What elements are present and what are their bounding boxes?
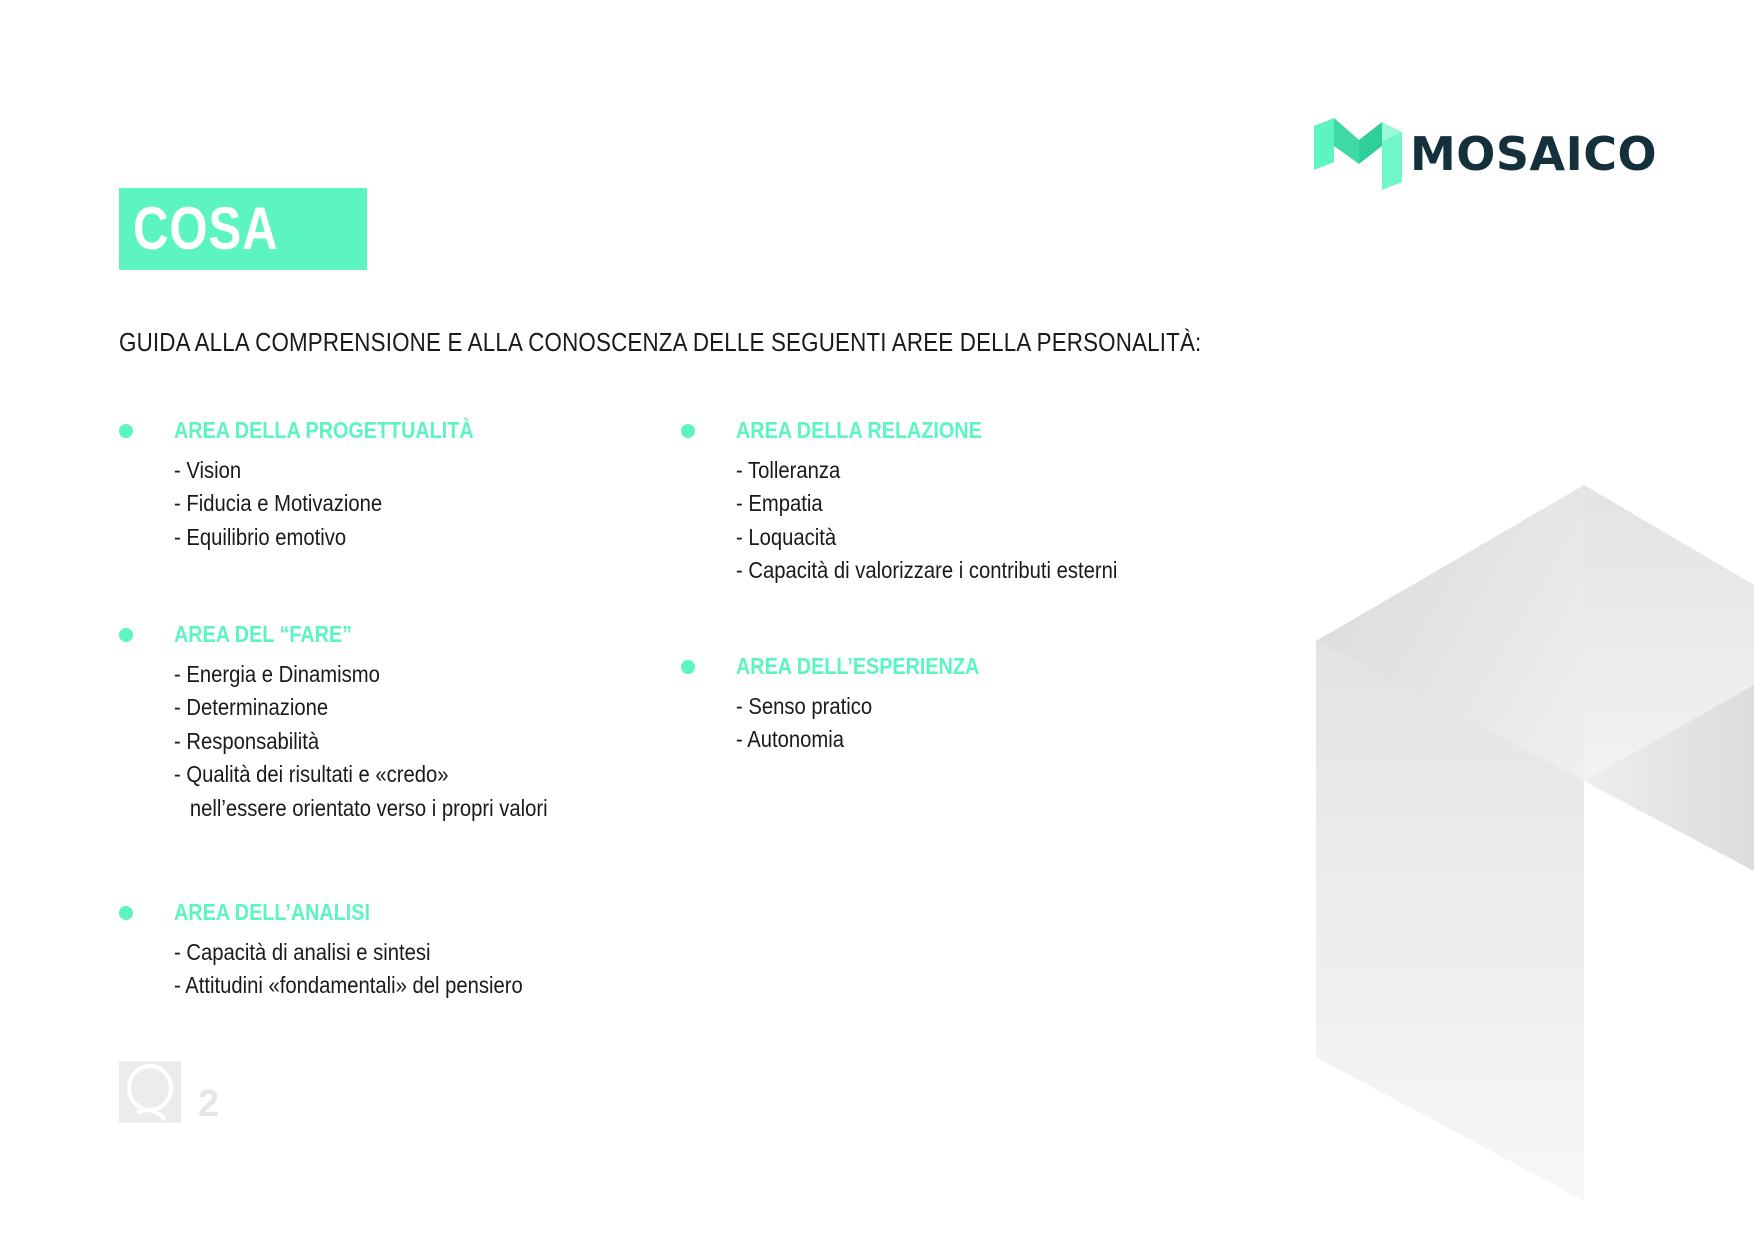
list-item: - Empatia — [736, 490, 823, 517]
list-item: nell’essere orientato verso i propri valori — [189, 794, 548, 821]
list-item: - Fiducia e Motivazione — [174, 490, 383, 517]
m-logo-icon — [1314, 118, 1404, 190]
section-items — [736, 690, 891, 757]
list-item: - Attitudini «fondamentali» del pensiero — [174, 972, 523, 999]
bullet-icon — [119, 906, 133, 920]
section-title: AREA DELLA PROGETTUALITÀ — [174, 417, 474, 443]
section-title: AREA DELL’ESPERIENZA — [736, 653, 980, 679]
list-item: - Tolleranza — [736, 457, 841, 483]
section-title: AREA DELLA RELAZIONE — [736, 417, 982, 443]
page-title: COSA FA — [133, 195, 277, 336]
mosaico-logo — [1314, 118, 1658, 190]
decorative-shape — [1310, 485, 1754, 1201]
list-item: - Equilibrio emotivo — [174, 523, 347, 550]
list-item: - Capacità di valorizzare i contributi esterni — [736, 557, 1118, 584]
list-item: - Senso pratico — [736, 693, 873, 719]
bullet-icon — [119, 628, 133, 642]
list-item: - Vision — [174, 457, 242, 483]
list-item: - Energia e Dinamismo — [174, 661, 380, 687]
list-item: - Qualità dei risultati e «credo» — [174, 761, 449, 788]
list-item: - Loquacità — [736, 523, 837, 550]
bullet-icon — [681, 660, 695, 674]
brand-name: MOSAICO — [1410, 127, 1658, 181]
section-items — [174, 658, 599, 825]
list-item: - Responsabilità — [174, 727, 320, 754]
page-title-box — [119, 188, 367, 336]
intro-text: GUIDA ALLA COMPRENSIONE E ALLA CONOSCENZA DELLE SEGUENTI AREE DELLA PERSONALITÀ: — [119, 327, 1202, 357]
section-items — [736, 454, 1169, 588]
page-number: 2 — [198, 1083, 220, 1125]
list-item: - Capacità di analisi e sintesi — [174, 939, 431, 965]
section-items — [174, 936, 570, 1003]
section-title: AREA DELL’ANALISI — [174, 899, 370, 925]
bullet-icon — [119, 424, 133, 438]
section-title: AREA DEL “FARE” — [174, 621, 353, 647]
list-item: - Determinazione — [174, 694, 329, 721]
q-icon — [119, 1061, 181, 1123]
list-item: - Autonomia — [736, 726, 845, 753]
section-items — [174, 454, 411, 554]
bullet-icon — [681, 424, 695, 438]
